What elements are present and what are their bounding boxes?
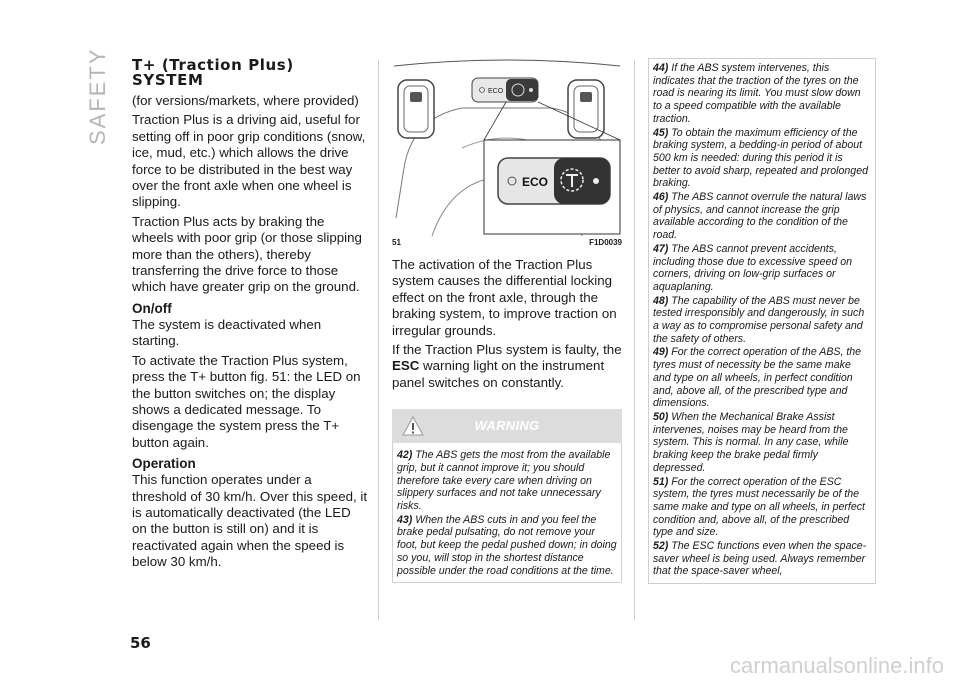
paragraph: Traction Plus acts by braking the wheels with poor grip (or those slipping more than the others), thereby transferring the drive force to those which have greater grip on the ground.: [132, 213, 362, 295]
eco-label-small: ECO: [488, 88, 504, 95]
warning-note: [653, 191, 871, 242]
note-number: 42): [397, 449, 413, 462]
note-number: 46): [653, 191, 669, 204]
paragraph: The system is deactivated when starting.: [132, 316, 322, 349]
led-indicator: [593, 178, 599, 184]
text-span: If the Traction Plus system is faulty, the: [392, 342, 622, 358]
note-number: 52): [653, 540, 669, 553]
column-middle: [392, 58, 622, 583]
warning-note: [653, 243, 871, 294]
note-text: When the Mechanical Brake Assist intervenes, noises may be heard from the system. This is normal. In any case, while braking keep the brake pedal firmly depressed.: [653, 410, 849, 474]
seat-heater-icon: [410, 92, 422, 102]
paragraph: [392, 342, 622, 391]
figure-code: F1D0039: [589, 238, 622, 247]
warning-header: [392, 409, 622, 443]
text-span: warning light on the instrument panel switches on constantly.: [392, 358, 605, 390]
side-tab: [85, 47, 110, 145]
note-text: The capability of the ABS must never be tested irresponsibly and dangerously, in such a way as to compromise personal safety and the safety of others.: [653, 294, 865, 345]
warning-notes-continued: [648, 58, 876, 584]
section-title-line2: SYSTEM: [132, 71, 204, 89]
note-text: The ESC functions even when the space-saver wheel is being used. Always remember that the space-saver wheel,: [653, 540, 867, 578]
page-number: 56: [130, 634, 151, 652]
note-text: For the correct operation of the ABS, the tyres must of necessity be the same make and type on all wheels, in perfect condition and, above all, of the prescribed type and dimensions.: [653, 346, 862, 410]
subheading-operation: Operation: [132, 456, 196, 472]
column-divider: [378, 60, 379, 620]
note-number: 45): [653, 126, 669, 139]
warning-note: [653, 476, 871, 540]
note-text: For the correct operation of the ESC system, the tyres must necessarily be of the same make and type on all wheels, in perfect condition and, above all, of the prescribed type and size.: [653, 475, 865, 539]
column-divider: [634, 60, 635, 620]
dashboard-illustration: [392, 58, 622, 236]
note-number: 44): [653, 62, 669, 74]
warning-note: [653, 540, 871, 578]
warning-note: [653, 127, 871, 191]
note-text: The ABS gets the most from the available grip, but it cannot improve it; you should therefore take every care when driving on slippery surfaces and not take unnecessary risks.: [397, 449, 611, 513]
paragraph: The activation of the Traction Plus system causes the differential locking effect on the front axle, through the braking system, to improve traction on irregular grounds.: [392, 257, 617, 338]
warning-note: [653, 62, 871, 126]
figure-traction-button: [392, 58, 622, 236]
paragraph: To activate the Traction Plus system, press the T+ button fig. 51: the LED on the button switches on; the display shows a dedicated message. To disengage the system press the T+ button again.: [132, 352, 361, 450]
note-text: If the ABS system intervenes, this indicates that the traction of the tyres on the road is nearing its limit. You must slow down to a speed compatible with the available traction.: [653, 62, 861, 125]
note-number: 43): [397, 513, 413, 526]
note-number: 47): [653, 242, 669, 255]
figure-caption: [392, 238, 622, 247]
seat-heater-icon: [580, 92, 592, 102]
warning-title: WARNING: [474, 418, 540, 434]
note-text: To obtain the maximum efficiency of the braking system, a bedding-in period of about 500 km is needed: during this period it is better to avoid sharp, repeated and prolonged braking.: [653, 126, 868, 190]
warning-note: [653, 295, 871, 346]
warning-note: [397, 449, 617, 513]
paragraph: This function operates under a threshold of 30 km/h. Over this speed, it is automatically deactivated (the LED on the button is still on) and it is reactivated again when the speed is below 30 km/h.: [132, 472, 368, 570]
warning-note: [397, 514, 617, 578]
watermark: carmanualsonline.info: [729, 653, 944, 678]
column-left: [132, 58, 368, 574]
note-number: 50): [653, 410, 669, 423]
note-number: 48): [653, 294, 669, 307]
note-text: When the ABS cuts in and you feel the brake pedal pulsating, do not remove your foot, but keep the pedal pushed down; in doing so you, will stop in the shortest distance possible under the road conditions at the time.: [397, 513, 617, 577]
warning-box: [392, 443, 622, 583]
column-right: [648, 58, 876, 584]
subheading-on-off: On/off: [132, 300, 172, 316]
versions-note: (for versions/markets, where provided): [132, 93, 359, 108]
note-number: 49): [653, 346, 669, 359]
paragraph: Traction Plus is a driving aid, useful for setting off in poor grip conditions (snow, ice, mud, etc.) which allows the drive force to be distributed in the best way over the front axle when one wheel is slipping.: [132, 112, 366, 210]
note-text: The ABS cannot prevent accidents, including those due to excessive speed on corners, driving on low-grip surfaces or aquaplaning.: [653, 242, 853, 293]
section-title-line1: T+ (Traction Plus): [132, 56, 294, 74]
eco-label-large: ECO: [522, 175, 549, 189]
warning-note: [653, 411, 871, 475]
esc-warning-label: ESC: [392, 358, 420, 374]
note-number: 51): [653, 475, 669, 488]
note-text: The ABS cannot overrule the natural laws of physics, and cannot increase the grip available according to the condition of the road.: [653, 191, 867, 242]
side-tab-label: SAFETY: [85, 47, 110, 145]
warning-note: [653, 346, 871, 410]
section-title: [132, 58, 368, 88]
figure-number: 51: [392, 238, 401, 247]
